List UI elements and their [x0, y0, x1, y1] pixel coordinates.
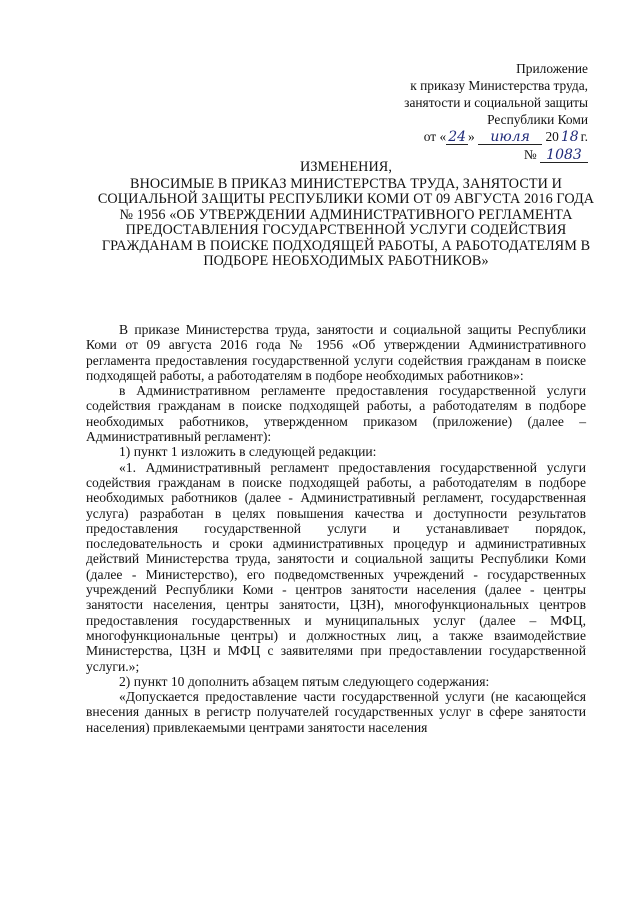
appendix-order-ref: к приказу Министерства труда, — [410, 78, 588, 93]
title-heading: ИЗМЕНЕНИЯ, — [299, 159, 393, 175]
date-year-prefix: 20 — [545, 129, 559, 144]
number-prefix: № — [523, 147, 537, 162]
title-text: ВНОСИМЫЕ В ПРИКАЗ МИНИСТЕРСТВА ТРУДА, ЗАНЯТОСТИ И СОЦИАЛЬНОЙ ЗАЩИТЫ РЕСПУБЛИКИ КОМИ ОТ 09 АВГУСТА 2016 ГОДА № 1956 «ОБ УТВЕРЖДЕНИИ АДМИНИСТРАТИВНОГО РЕГЛАМЕНТА ПРЕДОСТАВЛЕНИЯ ГОСУДАРСТВЕННОЙ УСЛУГИ СОДЕЙСТВИЯ ГРАЖДАНАМ В ПОИСКЕ ПОДХОДЯЩЕЙ РАБОТЫ, А РАБОТОДАТЕЛЯМ В ПОДБОРЕ НЕОБХОДИМЫХ РАБОТНИКОВ» — [97, 175, 595, 269]
paragraph: В приказе Министерства труда, занятости и социальной защиты Республики Коми от 09 августа 2016 года № 1956 «Об утверждении Административного регламента предоставления государственной услуги содействия гражданам в поиске подходящей работы, а работодателям в подборе необходимых работников»: — [86, 322, 586, 383]
appendix-block — [348, 60, 588, 163]
paragraph: 2) пункт 10 дополнить абзацем пятым следующего содержания: — [119, 673, 490, 689]
appendix-republic-line: Республики Коми — [487, 112, 588, 127]
date-year-suffix: 18 — [560, 129, 579, 145]
document-title — [96, 160, 596, 270]
order-number: 1083 — [540, 148, 588, 163]
appendix-label: Приложение — [516, 61, 588, 76]
date-end: г. — [580, 129, 588, 144]
document-body — [86, 322, 586, 735]
paragraph: 1) пункт 1 изложить в следующей редакции: — [119, 444, 377, 460]
date-prefix: от « — [423, 129, 447, 144]
appendix-date-line — [348, 128, 588, 146]
date-mid: » — [468, 129, 475, 144]
date-month: июля — [478, 130, 542, 145]
paragraph: в Административном регламенте предоставления государственной услуги содействия гражданам в поиске подходящей работы, а работодателям в подборе необходимых работников, утвержденном приказом (приложение) (далее – Административный регламент): — [86, 383, 586, 445]
appendix-ministry-line: занятости и социальной защиты — [404, 95, 588, 110]
date-day: 24 — [448, 129, 467, 145]
paragraph: «1. Административный регламент предоставления государственной услуги содействия гражданам в поиске подходящей работы, а работодателям в подборе необходимых работников (далее - Административный регламент, государственная услуга) разработан в целях повышения качества и доступности результатов предоставления государственной услуги и устанавливает порядок, последовательность и сроки административных процедур и административных действий Министерства труда, занятости и социальной защиты Республики Коми (далее - Министерство), его подведомственных учреждений - государственных учреждений Республики Коми - центров занятости населения (далее - центры занятости населения, центры занятости, ЦЗН), многофункциональных центров предоставления государственных и муниципальных услуг (далее – МФЦ, многофункциональные центры) и должностных лиц, а также взаимодействие Министерства, ЦЗН и МФЦ с заявителями при предоставлении государственной услуги.»; — [86, 459, 586, 674]
paragraph: «Допускается предоставление части государственной услуги (не касающейся внесения данных в регистр получателей государственных услуг в сфере занятости населения) привлекаемыми центрами занятости населения — [86, 689, 586, 735]
